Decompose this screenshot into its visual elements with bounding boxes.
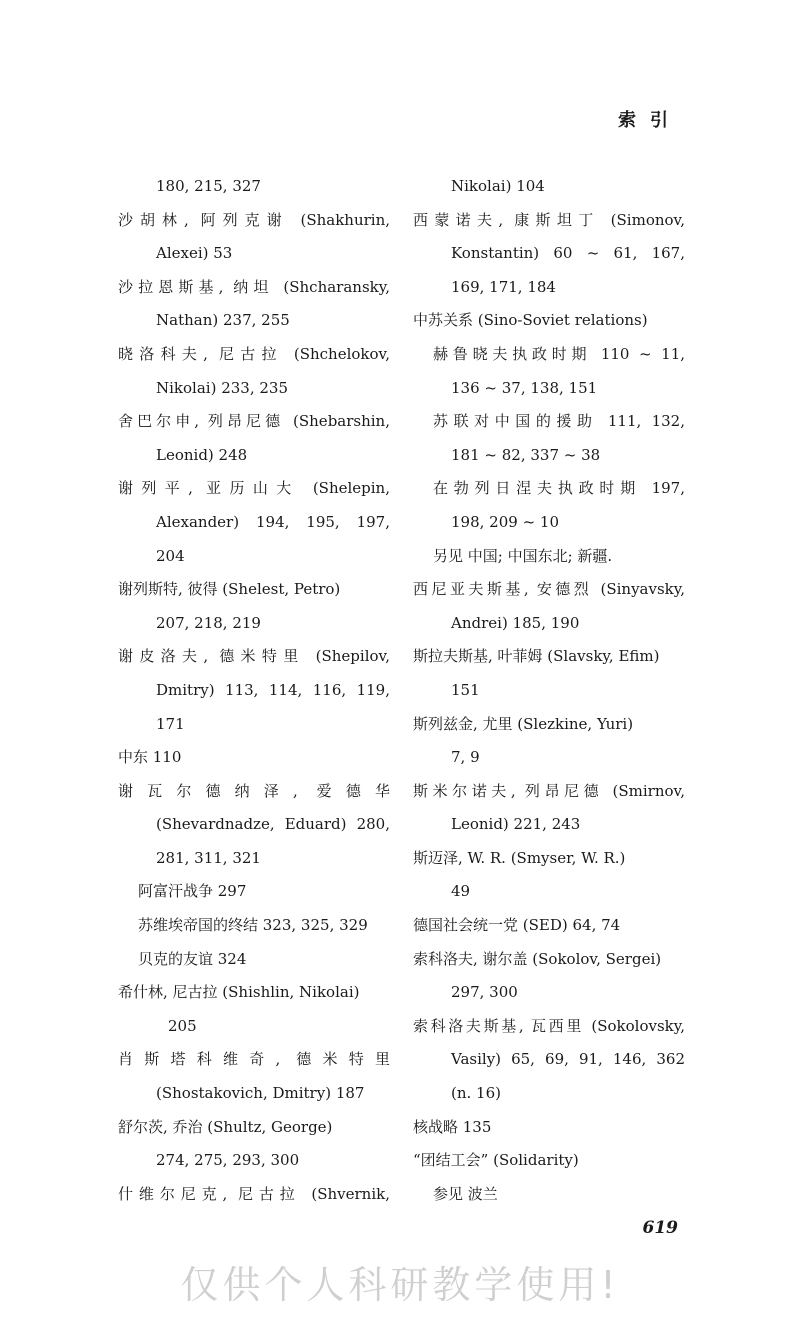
index-line: 斯列兹金, 尤里 (Slezkine, Yuri): [413, 714, 634, 733]
index-line: 什维尔尼克, 尼古拉 (Shvernik,: [118, 1184, 390, 1203]
index-line: 阿富汗战争 297: [138, 882, 247, 901]
index-line: 索科洛夫斯基, 瓦西里 (Sokolovsky,: [413, 1016, 685, 1035]
index-line: 274, 275, 293, 300: [156, 1151, 300, 1170]
index-line: Dmitry) 113, 114, 116, 119,: [156, 680, 390, 699]
index-line: 西蒙诺夫, 康斯坦丁 (Simonov,: [413, 210, 685, 229]
index-line: 西尼亚夫斯基, 安德烈 (Sinyavsky,: [413, 580, 685, 599]
index-line: 205: [168, 1016, 197, 1035]
index-line: 斯迈泽, W. R. (Smyser, W. R.): [413, 848, 626, 867]
index-line: (Shostakovich, Dmitry) 187: [156, 1084, 365, 1103]
index-line: 赫鲁晓夫执政时期 110 ~ 11,: [433, 344, 685, 363]
index-line: (n. 16): [451, 1084, 501, 1103]
index-line: 7, 9: [451, 748, 480, 767]
index-line: 沙拉恩斯基, 纳坦 (Shcharansky,: [118, 277, 390, 296]
index-column-right: [413, 170, 685, 1211]
watermark-text: 仅供个人科研教学使用!: [180, 1263, 620, 1307]
page-number: 619: [642, 1218, 678, 1238]
index-line: 斯米尔诺夫, 列昂尼德 (Smirnov,: [413, 781, 685, 800]
page-header-title: 索引: [618, 110, 682, 131]
index-line: 参见 波兰: [433, 1184, 498, 1203]
index-line: 281, 311, 321: [156, 848, 261, 867]
index-line: 204: [156, 546, 185, 565]
index-line: Nathan) 237, 255: [156, 311, 290, 330]
index-line: Leonid) 221, 243: [451, 815, 581, 834]
index-line: 198, 209 ~ 10: [451, 512, 559, 531]
index-line: 谢瓦尔德纳泽, 爱德华: [118, 781, 390, 800]
index-line: Nikolai) 233, 235: [156, 378, 288, 397]
index-line: 在勃列日涅夫执政时期 197,: [433, 479, 685, 498]
index-line: Konstantin) 60 ~ 61, 167,: [451, 244, 685, 263]
index-line: 肖斯塔科维奇, 德米特里: [118, 1050, 390, 1069]
index-line: 希什林, 尼古拉 (Shishlin, Nikolai): [118, 983, 360, 1002]
index-line: 151: [451, 680, 480, 699]
index-line: 德国社会统一党 (SED) 64, 74: [413, 916, 621, 935]
index-line: Alexei) 53: [156, 244, 233, 263]
index-line: 舒尔茨, 乔治 (Shultz, George): [118, 1117, 333, 1136]
index-line: 207, 218, 219: [156, 613, 261, 632]
index-line: 晓洛科夫, 尼古拉 (Shchelokov,: [118, 344, 390, 363]
index-line: 斯拉夫斯基, 叶菲姆 (Slavsky, Efim): [413, 647, 660, 666]
index-line: Leonid) 248: [156, 445, 248, 464]
index-line: Nikolai) 104: [451, 177, 545, 195]
index-line: 169, 171, 184: [451, 277, 556, 296]
index-line: 谢皮洛夫, 德米特里 (Shepilov,: [118, 647, 390, 666]
index-line: Andrei) 185, 190: [451, 613, 580, 632]
index-line: 核战略 135: [413, 1117, 492, 1136]
index-line: 索科洛夫, 谢尔盖 (Sokolov, Sergei): [413, 949, 662, 968]
index-line: 180, 215, 327: [156, 177, 261, 195]
index-line: 苏联对中国的援助 111, 132,: [433, 412, 685, 431]
index-column-left: [118, 170, 390, 1211]
index-line: 297, 300: [451, 983, 518, 1002]
index-line: 谢列平, 亚历山大 (Shelepin,: [118, 479, 390, 498]
index-line: 舍巴尔申, 列昂尼德 (Shebarshin,: [118, 412, 390, 431]
index-line: 中苏关系 (Sino-Soviet relations): [413, 311, 648, 330]
index-line: Vasily) 65, 69, 91, 146, 362: [451, 1050, 685, 1069]
index-line: 贝克的友谊 324: [138, 949, 247, 968]
index-line: 沙胡林, 阿列克谢 (Shakhurin,: [118, 210, 390, 229]
index-line: 49: [451, 882, 471, 901]
index-line: 另见 中国; 中国东北; 新疆.: [433, 546, 613, 565]
index-line: 中东 110: [118, 748, 182, 767]
index-line: 苏维埃帝国的终结 323, 325, 329: [138, 916, 368, 935]
index-line: 171: [156, 714, 185, 733]
index-line: 136 ~ 37, 138, 151: [451, 378, 598, 397]
index-line: (Shevardnadze, Eduard) 280,: [156, 815, 390, 834]
index-line: “团结工会” (Solidarity): [413, 1151, 579, 1170]
index-line: 谢列斯特, 彼得 (Shelest, Petro): [118, 580, 341, 599]
index-line: Alexander) 194, 195, 197,: [156, 512, 390, 531]
index-line: 181 ~ 82, 337 ~ 38: [451, 445, 601, 464]
